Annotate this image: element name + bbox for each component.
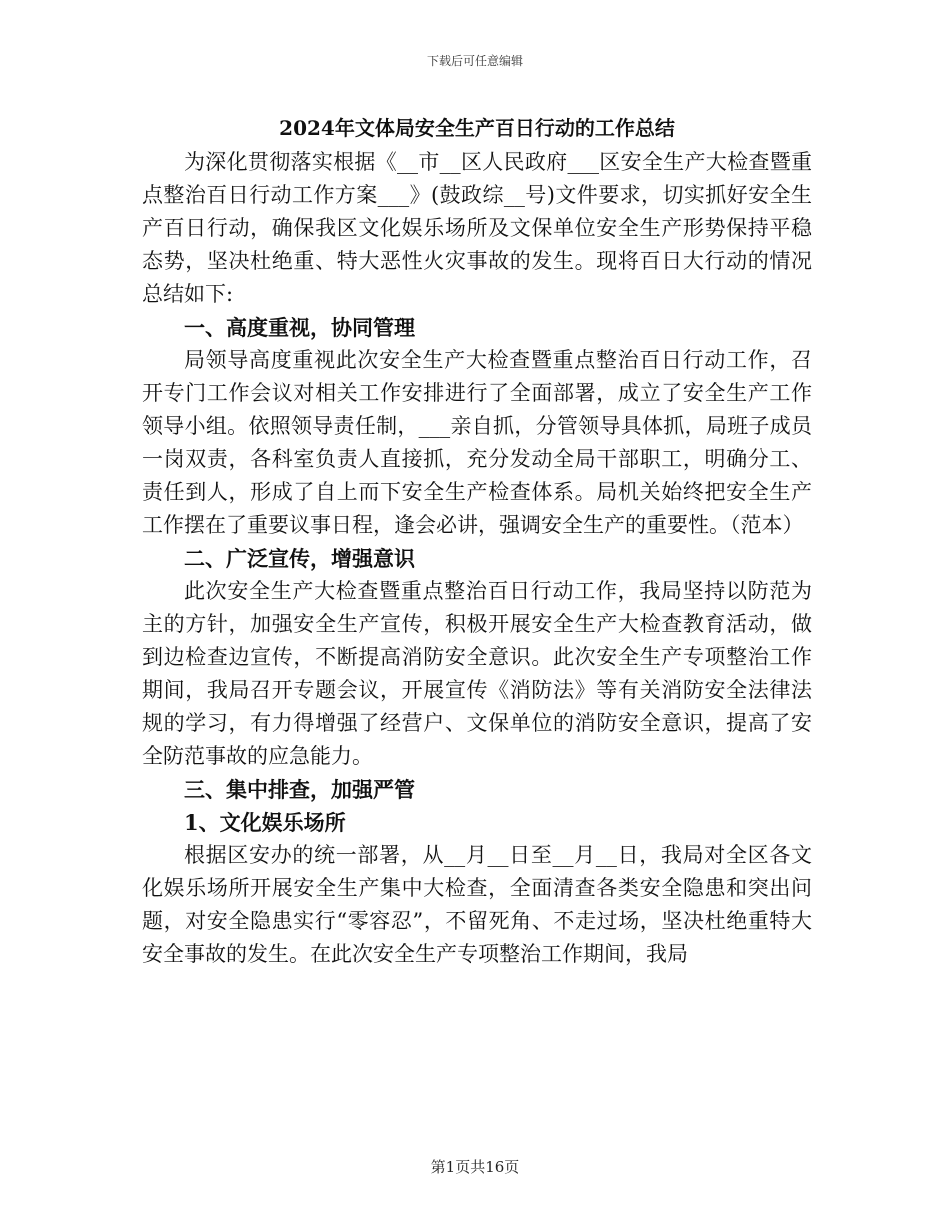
document-title: 2024年文体局安全生产百日行动的工作总结 — [279, 116, 675, 140]
page-header-note: 下载后可任意编辑 — [426, 54, 523, 68]
subsection-1-paragraph: 根据区安办的统一部署，从__月__日至__月__日，我局对全区各文化娱乐场所开展安全生产集中大检查，全面清查各类安全隐患和突出问题，对安全隐患实行“零容忍”，不留死角、不走过场，坚决杜绝重特大安全事故的发生。在此次安全生产专项整治工作期间，我局 — [142, 843, 812, 966]
subsection-1-heading: 1、文化娱乐场所 — [184, 810, 346, 835]
section-1-heading: 一、高度重视，协同管理 — [184, 315, 415, 340]
section-2-paragraph: 此次安全生产大检查暨重点整治百日行动工作，我局坚持以防范为主的方针，加强安全生产宣传，积极开展安全生产大检查教育活动，做到边检查边宣传，不断提高消防安全意识。此次安全生产专项整治工作期间，我局召开专题会议，开展宣传《消防法》等有关消防安全法律法规的学习，有力得增强了经营户、文保单位的消防安全意识，提高了安全防范事故的应急能力。 — [142, 579, 812, 768]
page-number: 第1页共16页 — [430, 1158, 520, 1176]
section-2-heading: 二、广泛宣传，增强意识 — [184, 546, 415, 571]
intro-paragraph: 为深化贯彻落实根据《__市__区人民政府___区安全生产大检查暨重点整治百日行动工作方案___》(鼓政综__号)文件要求，切实抓好安全生产百日行动，确保我区文化娱乐场所及文保单位安全生产形势保持平稳态势，坚决杜绝重、特大恶性火灾事故的发生。现将百日大行动的情况总结如下: — [142, 150, 812, 306]
section-3-heading: 三、集中排查，加强严管 — [184, 777, 415, 802]
section-1-paragraph: 局领导高度重视此次安全生产大检查暨重点整治百日行动工作，召开专门工作会议对相关工作安排进行了全面部署，成立了安全生产工作领导小组。依照领导责任制，___亲自抓，分管领导具体抓，局班子成员一岗双责，各科室负责人直接抓，充分发动全局干部职工，明确分工、责任到人，形成了自上而下安全生产检查体系。局机关始终把安全生产工作摆在了重要议事日程，逢会必讲，强调安全生产的重要性。（范本） — [142, 348, 812, 537]
document-body — [142, 112, 812, 971]
